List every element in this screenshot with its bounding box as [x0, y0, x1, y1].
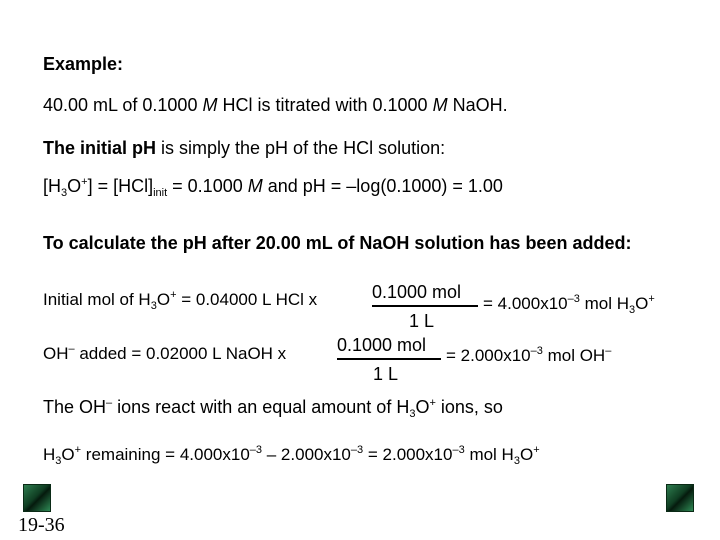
- problem-statement: 40.00 mL of 0.1000 M HCl is titrated with 0.1000 M NaOH.: [43, 95, 508, 115]
- oh-added-left: OH– added = 0.02000 L NaOH x: [43, 343, 287, 363]
- oh-added-fraction-bar: [337, 358, 441, 360]
- reaction-line: The OH– ions react with an equal amount of $H_3O^+$ ions, so: [43, 397, 503, 420]
- initial-mol-denominator: 1 L: [409, 311, 435, 331]
- initial-mol-result: = $4.000x10^{-3}$ mol $H_3O^+$: [483, 293, 655, 316]
- initial-mol-fraction-bar: [372, 305, 478, 307]
- slide-number: 19-36: [18, 514, 65, 536]
- initial-ph-line: The initial pH is simply the pH of the HCl solution:: [43, 138, 446, 158]
- h3o-equation: $[H_3O^+] = [HCl]_{init} = 0.1000$ M and pH = –log(0.1000) = 1.00: [43, 176, 503, 199]
- example-label: Example:: [43, 54, 124, 74]
- initial-mol-numerator: 0.1000 mol: [372, 282, 462, 302]
- oh-added-numerator: 0.1000 mol: [337, 335, 427, 355]
- decorative-square-left: [23, 484, 51, 512]
- initial-mol-left: Initial mol of $H_3O^+ = 0.04000$ L HCl x: [43, 289, 318, 312]
- after-addition-heading: To calculate the pH after 20.00 mL of NaOH solution has been added:: [43, 233, 632, 253]
- example-heading: [43, 54, 123, 75]
- oh-added-result: = $2.000x10^{-3}$ mol OH–: [446, 345, 612, 365]
- oh-added-denominator: 1 L: [373, 364, 399, 384]
- decorative-square-right: [666, 484, 694, 512]
- remaining-line: $H_3O^+$ remaining = $4.000x10^{-3} - 2.000x10^{-3} = 2.000x10^{-3}$ mol $H_3O^+$: [43, 444, 540, 467]
